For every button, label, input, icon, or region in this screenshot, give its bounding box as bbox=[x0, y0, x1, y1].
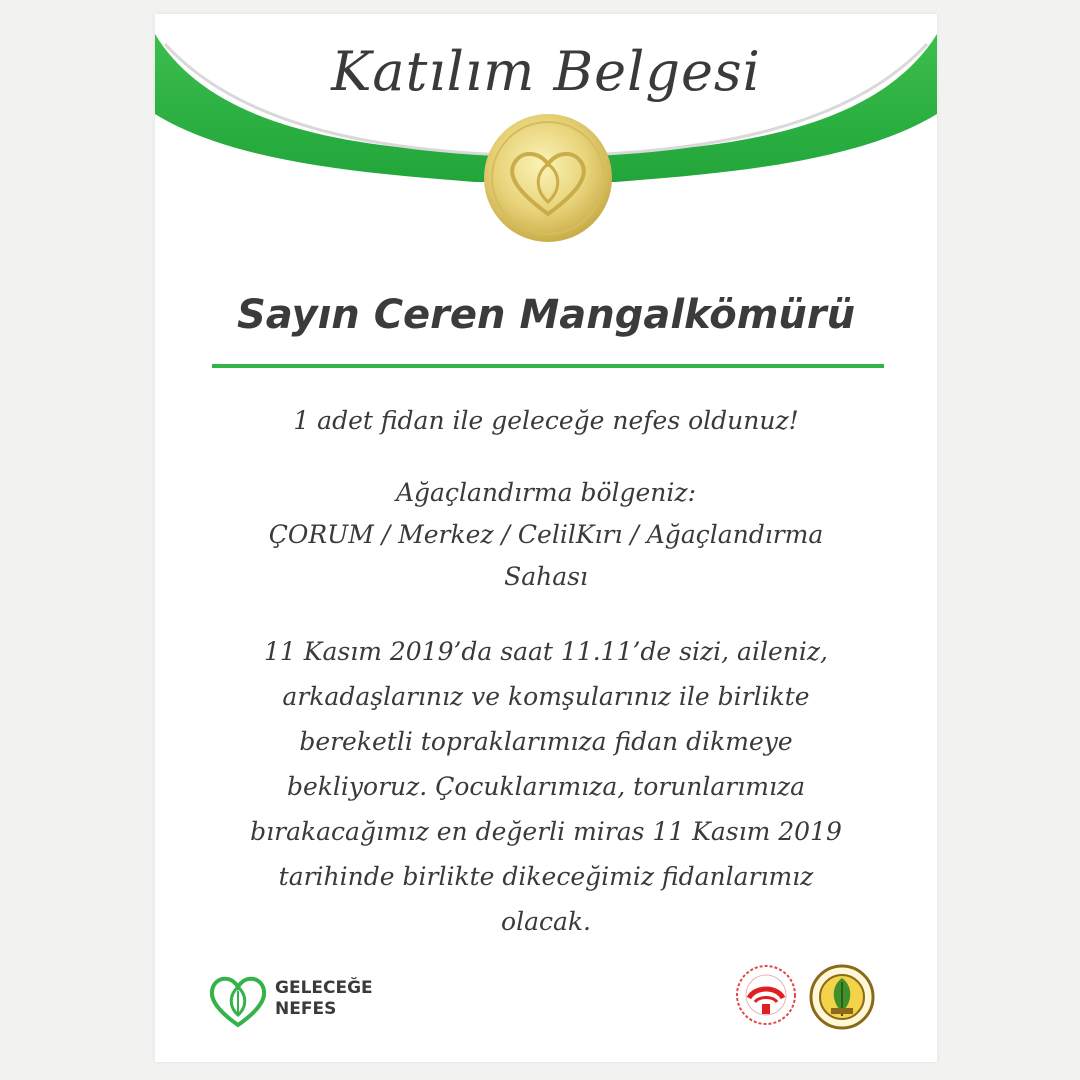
paragraph-line: arkadaşlarınız ve komşularınız ile birlikte bbox=[282, 682, 810, 711]
certificate-card bbox=[155, 14, 937, 1062]
heart-leaf-icon bbox=[207, 969, 269, 1029]
paragraph-line: olacak. bbox=[501, 907, 591, 936]
recipient-name: Sayın Ceren Mangalkömürü bbox=[236, 292, 856, 338]
region-label: Ağaçlandırma bölgeniz: bbox=[395, 478, 696, 507]
paragraph-line: 11 Kasım 2019’da saat 11.11’de sizi, aileniz, bbox=[264, 637, 828, 666]
logo-text-line: GELECEĞE bbox=[275, 978, 373, 998]
paragraph-line: bereketli topraklarımıza fidan dikmeye bbox=[299, 727, 793, 756]
paragraph-line: bırakacağımız en değerli miras 11 Kasım 2019 bbox=[250, 817, 842, 846]
planting-line: 1 adet fidan ile geleceğe nefes oldunuz! bbox=[293, 406, 799, 435]
partner-seals bbox=[735, 964, 875, 1030]
forestry-seal-icon bbox=[809, 964, 875, 1030]
certificate-title: Katılım Belgesi bbox=[331, 40, 761, 103]
region-block bbox=[215, 472, 877, 598]
paragraph-line: tarihinde birlikte dikeceğimiz fidanlarımız bbox=[278, 862, 814, 891]
gold-seal bbox=[484, 114, 612, 242]
paragraph-line: bekliyoruz. Çocuklarımıza, torunlarımıza bbox=[286, 772, 806, 801]
ministry-seal-icon bbox=[735, 964, 797, 1026]
region-line: ÇORUM / Merkez / CelilKırı / Ağaçlandırma bbox=[268, 520, 824, 549]
green-divider bbox=[212, 364, 884, 368]
invitation-paragraph bbox=[215, 629, 877, 944]
gelecege-nefes-logo bbox=[207, 969, 373, 1029]
region-line: Sahası bbox=[504, 562, 588, 591]
logo-text-line: NEFES bbox=[275, 999, 337, 1019]
planting-message bbox=[215, 398, 877, 444]
